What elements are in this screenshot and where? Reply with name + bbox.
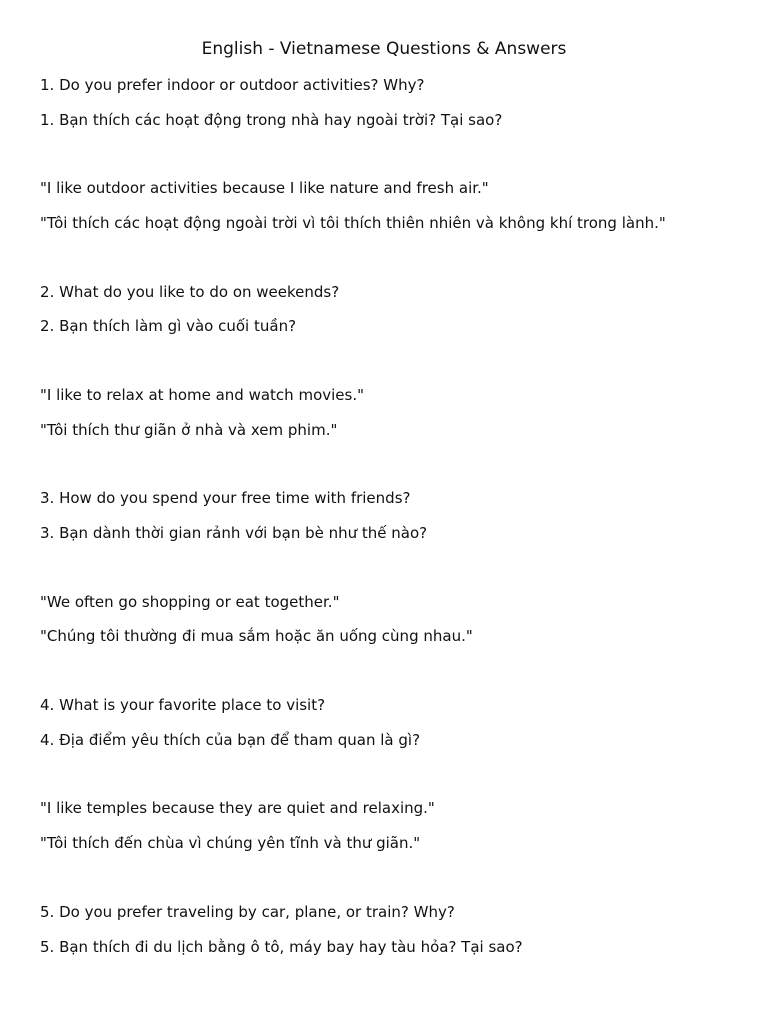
- answer-4-vietnamese: "Tôi thích đến chùa vì chúng yên tĩnh và thư giãn.": [40, 834, 421, 852]
- question-5-english: 5. Do you prefer traveling by car, plane, or train? Why?: [40, 903, 455, 921]
- answer-1-vietnamese: "Tôi thích các hoạt động ngoài trời vì tôi thích thiên nhiên và không khí trong lành.": [40, 214, 666, 232]
- answer-1-english: "I like outdoor activities because I like nature and fresh air.": [40, 179, 489, 197]
- answer-2-vietnamese: "Tôi thích thư giãn ở nhà và xem phim.": [40, 421, 338, 439]
- question-1-english: 1. Do you prefer indoor or outdoor activities? Why?: [40, 76, 425, 94]
- question-4-vietnamese: 4. Địa điểm yêu thích của bạn để tham quan là gì?: [40, 731, 421, 749]
- question-5-vietnamese: 5. Bạn thích đi du lịch bằng ô tô, máy bay hay tàu hỏa? Tại sao?: [40, 938, 523, 956]
- question-2-english: 2. What do you like to do on weekends?: [40, 283, 340, 301]
- answer-2-english: "I like to relax at home and watch movies.": [40, 386, 365, 404]
- question-3-vietnamese: 3. Bạn dành thời gian rảnh với bạn bè như thế nào?: [40, 524, 428, 542]
- answer-3-vietnamese: "Chúng tôi thường đi mua sắm hoặc ăn uống cùng nhau.": [40, 627, 473, 645]
- question-1-vietnamese: 1. Bạn thích các hoạt động trong nhà hay ngoài trời? Tại sao?: [40, 111, 503, 129]
- answer-4-english: "I like temples because they are quiet and relaxing.": [40, 799, 435, 817]
- question-4-english: 4. What is your favorite place to visit?: [40, 696, 326, 714]
- answer-3-english: "We often go shopping or eat together.": [40, 593, 340, 611]
- question-2-vietnamese: 2. Bạn thích làm gì vào cuối tuần?: [40, 317, 297, 335]
- question-3-english: 3. How do you spend your free time with friends?: [40, 489, 411, 507]
- page-title: English - Vietnamese Questions & Answers: [201, 39, 567, 59]
